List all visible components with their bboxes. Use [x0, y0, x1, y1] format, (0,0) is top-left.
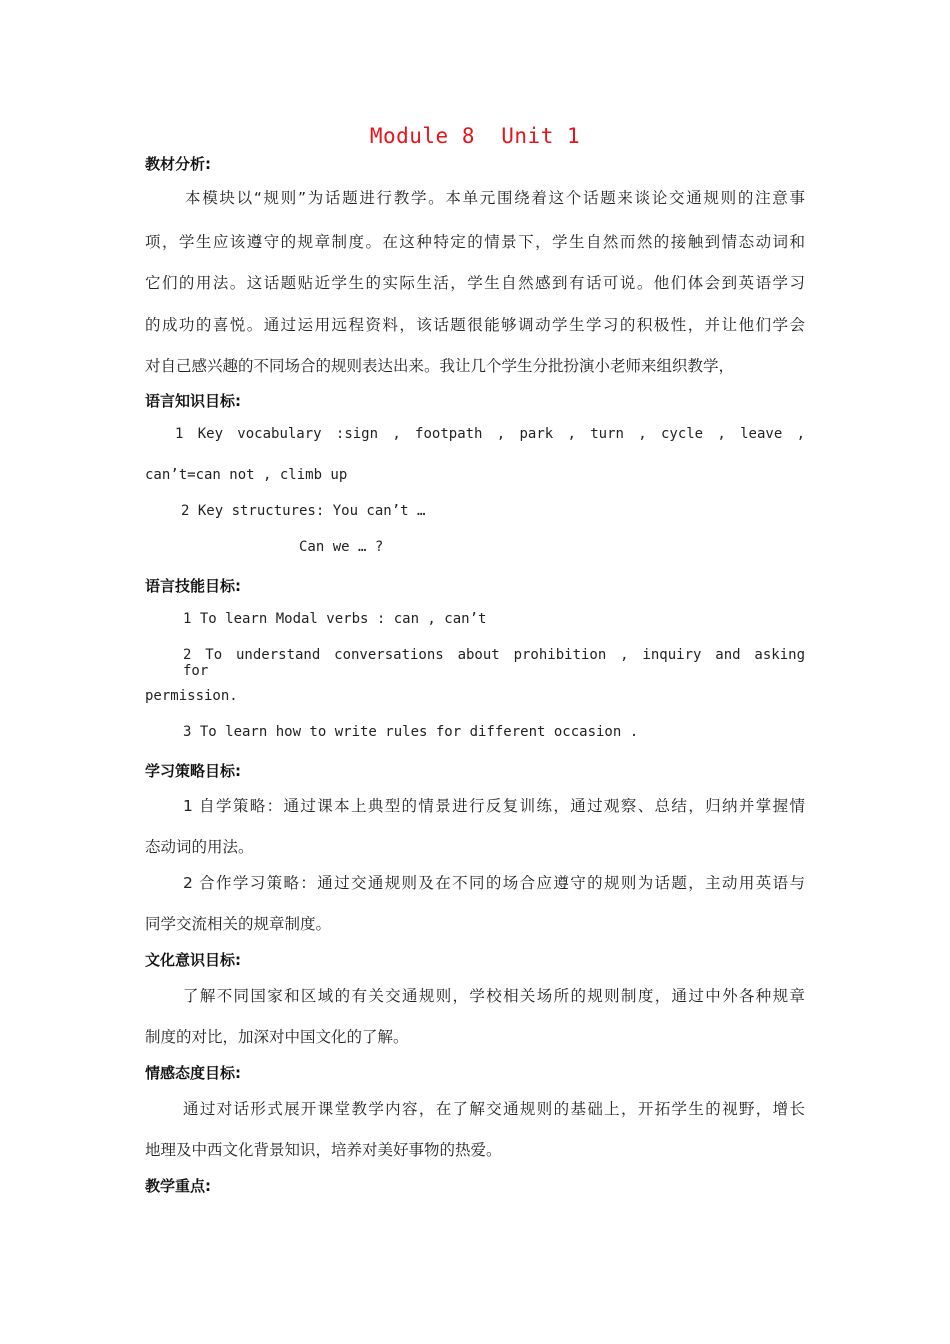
paragraph-line: 同学交流相关的规章制度。	[145, 915, 332, 933]
section-heading-language-skills: 语言技能目标:	[145, 577, 241, 595]
paragraph-line: 地理及中西文化背景知识，培养对美好事物的热爱。	[145, 1141, 502, 1159]
section-heading-language-knowledge: 语言知识目标:	[145, 392, 241, 410]
paragraph-line: 的成功的喜悦。通过运用远程资料，该话题很能够调动学生学习的积极性，并让他们学会	[145, 316, 805, 334]
section-heading-focus: 教学重点:	[145, 1177, 211, 1195]
paragraph-line: 1 To learn Modal verbs : can , can’t	[183, 611, 487, 627]
paragraph-line: 1 自学策略：通过课本上典型的情景进行反复训练，通过观察、总结，归纳并掌握情	[183, 797, 805, 815]
section-heading-materials: 教材分析:	[145, 155, 211, 173]
paragraph-line: 态动词的用法。	[145, 838, 254, 856]
paragraph-line: Can we … ?	[299, 539, 384, 555]
paragraph-line: 1 Key vocabulary :sign , footpath , park , turn , cycle , leave ,	[175, 426, 805, 442]
paragraph-line: 2 Key structures: You can’t …	[181, 503, 426, 519]
paragraph-line: 2 合作学习策略：通过交通规则及在不同的场合应遵守的规则为话题，主动用英语与	[183, 874, 805, 892]
section-heading-attitude: 情感态度目标:	[145, 1064, 241, 1082]
paragraph-line: can’t=can not , climb up	[145, 467, 348, 483]
section-heading-culture: 文化意识目标:	[145, 951, 241, 969]
paragraph-line: 通过对话形式展开课堂教学内容，在了解交通规则的基础上，开拓学生的视野，增长	[183, 1100, 805, 1118]
document-title: Module 8 Unit 1	[369, 124, 581, 148]
paragraph-line: 本模块以“规则”为话题进行教学。本单元围绕着这个话题来谈论交通规则的注意事	[185, 189, 805, 207]
section-heading-learning-strategy: 学习策略目标:	[145, 762, 241, 780]
paragraph-line: 对自己感兴趣的不同场合的规则表达出来。我让几个学生分批扮演小老师来组织教学，	[145, 357, 735, 375]
paragraph-line: 它们的用法。这话题贴近学生的实际生活，学生自然感到有话可说。他们体会到英语学习	[145, 274, 805, 292]
paragraph-line: 了解不同国家和区域的有关交通规则，学校相关场所的规则制度，通过中外各种规章	[183, 987, 805, 1005]
paragraph-line: 制度的对比，加深对中国文化的了解。	[145, 1028, 409, 1046]
paragraph-line: 项，学生应该遵守的规章制度。在这种特定的情景下，学生自然而然的接触到情态动词和	[145, 233, 805, 251]
paragraph-line: 2 To understand conversations about prohibition , inquiry and asking for	[183, 647, 805, 679]
paragraph-line: 3 To learn how to write rules for different occasion .	[183, 724, 639, 740]
paragraph-line: permission.	[145, 688, 238, 704]
